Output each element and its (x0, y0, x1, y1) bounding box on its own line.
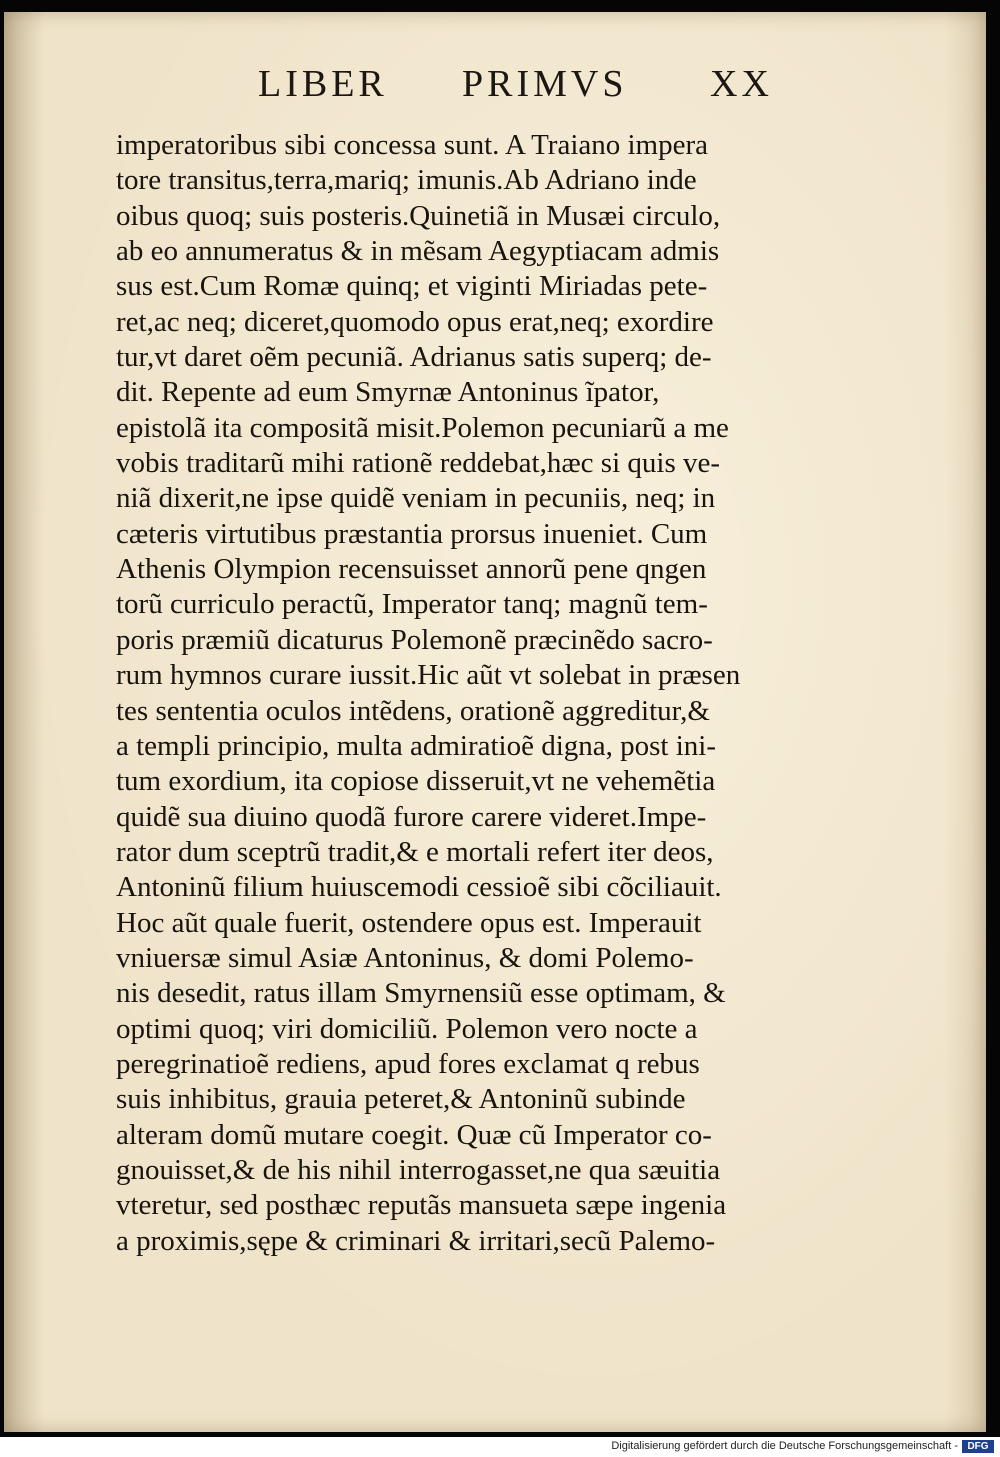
text-line: gnouisset,& de his nihil interrogasset,ne qua sæuitia (116, 1153, 721, 1186)
text-line: suis inhibitus, grauia peteret,& Antoninũ subinde (116, 1083, 686, 1116)
text-line: optimi quoq; viri domiciliũ. Polemon vero nocte a (116, 1012, 698, 1045)
text-line: sus est.Cum Romæ quinq; et viginti Miriadas pete- (116, 270, 708, 303)
text-line: alteram domũ mutare coegit. Quæ cũ Imperator co- (116, 1118, 712, 1151)
text-line: rator dum sceptrũ tradit,& e mortali refert iter deos, (116, 835, 714, 868)
text-line: ab eo annumeratus & in mẽsam Aegyptiacam admis (116, 235, 720, 268)
text-line: ret,ac neq; diceret,quomodo opus erat,neq; exordire (116, 305, 714, 338)
text-line: a templi principio, multa admiratioẽ digna, post ini- (116, 729, 717, 762)
text-line: poris præmiũ dicaturus Polemonẽ præcinẽdo sacro- (116, 623, 713, 656)
text-line: quidẽ sua diuino quodã furore carere videret.Impe- (116, 800, 707, 833)
text-line: rum hymnos curare iussit.Hic aũt vt solebat in præsen (116, 659, 741, 692)
text-line: Athenis Olympion recensuisset annorũ pene qngen (116, 553, 707, 586)
text-line: imperatoribus sibi concessa sunt. A Traiano impera (116, 129, 709, 161)
text-line: epistolã ita compositã misit.Polemon pecuniarũ a me (116, 411, 729, 444)
text-line: tum exordium, ita copiose disseruit,vt ne vehemẽtia (116, 765, 716, 798)
text-line: niã dixerit,ne ipse quidẽ veniam in pecuniis, neq; in (116, 482, 716, 515)
text-line: dit. Repente ad eum Smyrnæ Antoninus ĩpator, (116, 376, 660, 409)
text-line: Antoninũ filium huiuscemodi cessioẽ sibi cõciliauit. (116, 871, 722, 904)
digitization-footer (0, 1437, 1000, 1457)
header-liber: LIBER (258, 63, 388, 105)
text-line: tore transitus,terra,mariq; imunis.Ab Adriano inde (116, 164, 697, 197)
folio-number: XX (710, 63, 773, 105)
text-line: tes sententia oculos intẽdens, orationẽ aggreditur,& (116, 694, 710, 727)
text-line: oibus quoq; suis posteris.Quinetiã in Musæi circulo, (116, 199, 721, 232)
text-line: tur,vt daret oẽm pecuniã. Adrianus satis superq; de- (116, 341, 712, 374)
dfg-logo: DFG (962, 1440, 994, 1453)
text-line: cæteris virtutibus præstantia prorsus inueniet. Cum (116, 517, 708, 550)
text-line: vteretur, sed posthæc reputãs mansueta sæpe ingenia (116, 1189, 727, 1222)
text-line: Hoc aũt quale fuerit, ostendere opus est. Imperauit (116, 906, 702, 939)
text-line: vobis traditarũ mihi rationẽ reddebat,hæc si quis ve- (116, 447, 721, 480)
text-line: vniuersæ simul Asiæ Antoninus, & domi Polemo- (116, 941, 694, 974)
text-line: peregrinatioẽ rediens, apud fores exclamat q rebus (116, 1047, 700, 1080)
text-line: torũ curriculo peractũ, Imperator tanq; magnũ tem- (116, 588, 708, 621)
book-page (4, 12, 986, 1432)
text-line: a proximis,sępe & criminari & irritari,secũ Palemo- (116, 1224, 716, 1257)
funding-credit: Digitalisierung gefördert durch die Deutsche Forschungsgemeinschaft - (611, 1440, 958, 1452)
header-primus: PRIMVS (462, 63, 628, 105)
text-line: nis desedit, ratus illam Smyrnensiũ esse optimam, & (116, 977, 726, 1010)
body-text (116, 128, 831, 1259)
running-header (258, 62, 778, 118)
